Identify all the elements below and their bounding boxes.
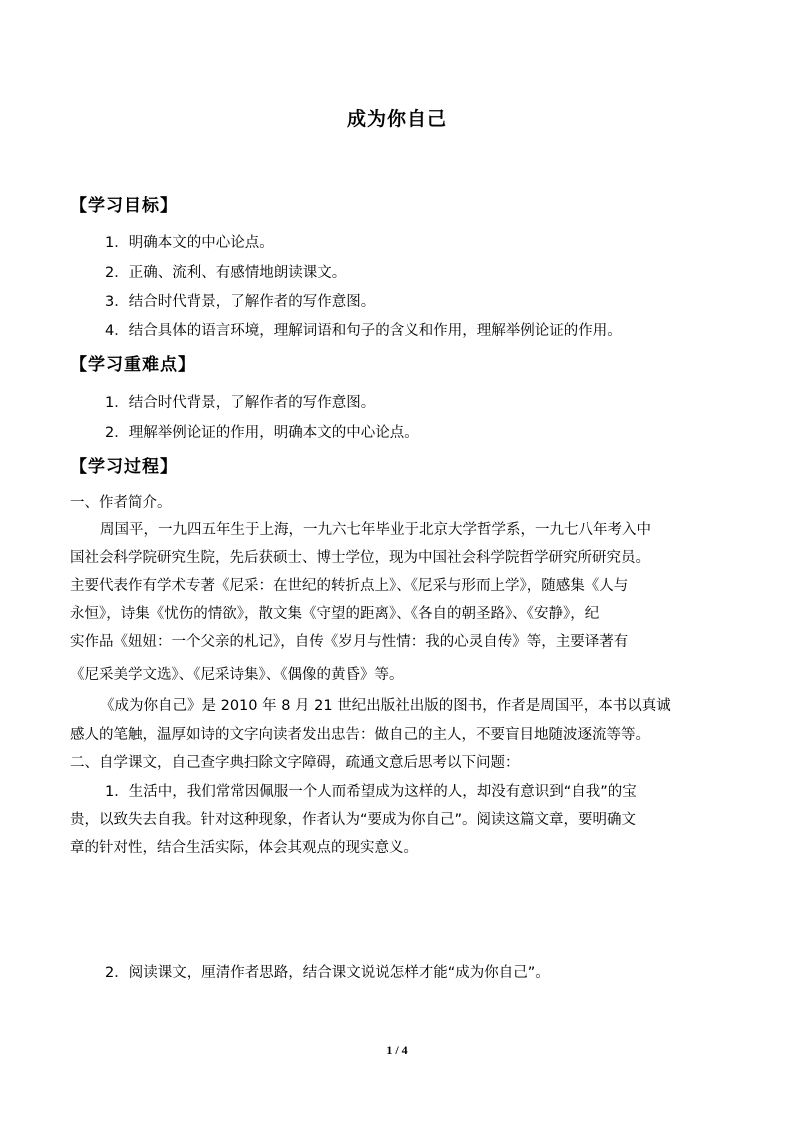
question-2: 2．阅读课文，厘清作者思路，结合课文说说怎样才能“成为你自己”。 xyxy=(105,965,550,981)
document-title: 成为你自己 xyxy=(346,108,447,130)
question-1-line-1: 1．生活中，我们常常因佩服一个人而希望成为这样的人，却没有意识到“自我”的宝 xyxy=(105,784,637,800)
author-intro-line-3: 主要代表作有学术专著《尼采：在世纪的转折点上》、《尼采与形而上学》，随感集《人与 xyxy=(70,578,629,594)
author-intro-heading: 一、作者简介。 xyxy=(70,495,172,511)
key-point-item-1: 1．结合时代背景，了解作者的写作意图。 xyxy=(105,395,376,411)
author-intro-line-6: 《尼采美学文选》、《尼采诗集》、《偶像的黄昏》等。 xyxy=(70,667,404,683)
author-intro-line-4: 永恒》，诗集《忧伤的情欲》，散文集《守望的距离》、《各自的朝圣路》、《安静》，纪 xyxy=(70,606,600,622)
author-intro-line-1: 周国平，一九四五年生于上海，一九六七年毕业于北京大学哲学系，一九七八年考入中 xyxy=(100,522,651,538)
goal-item-3: 3．结合时代背景，了解作者的写作意图。 xyxy=(105,294,376,310)
goal-item-2: 2．正确、流利、有感情地朗读课文。 xyxy=(105,265,347,281)
author-intro-line-2: 国社会科学院研究生院，先后获硕士、博士学位，现为中国社会科学院哲学研究所研究员。 xyxy=(70,550,650,566)
key-points-heading: 【学习重难点】 xyxy=(70,355,196,375)
question-1-line-3: 章的针对性，结合生活实际，体会其观点的现实意义。 xyxy=(70,840,418,856)
goal-item-1: 1．明确本文的中心论点。 xyxy=(105,235,274,251)
process-heading: 【学习过程】 xyxy=(70,457,178,477)
question-1-line-2: 贵，以致失去自我。针对这种现象，作者认为“要成为你自己”。阅读这篇文章，要明确文 xyxy=(70,812,637,828)
page-number: 1 / 4 xyxy=(386,1043,408,1057)
author-intro-line-5: 实作品《妞妞：一个父亲的札记》，自传《岁月与性情：我的心灵自传》等，主要译著有 xyxy=(70,634,629,650)
goals-heading: 【学习目标】 xyxy=(70,196,178,216)
book-intro-line-1: 《成为你自己》是 2010 年 8 月 21 世纪出版社出版的图书，作者是周国平，本书以真诚 xyxy=(100,698,671,714)
goal-item-4: 4．结合具体的语言环境，理解词语和句子的含义和作用，理解举例论证的作用。 xyxy=(105,323,622,339)
self-study-heading: 二、自学课文，自己查字典扫除文字障碍，疏通文意后思考以下问题： xyxy=(70,755,520,771)
book-intro-line-2: 感人的笔触，温厚如诗的文字向读者发出忠告：做自己的主人，不要盲目地随波逐流等等。 xyxy=(70,727,650,743)
key-point-item-2: 2．理解举例论证的作用，明确本文的中心论点。 xyxy=(105,425,419,441)
